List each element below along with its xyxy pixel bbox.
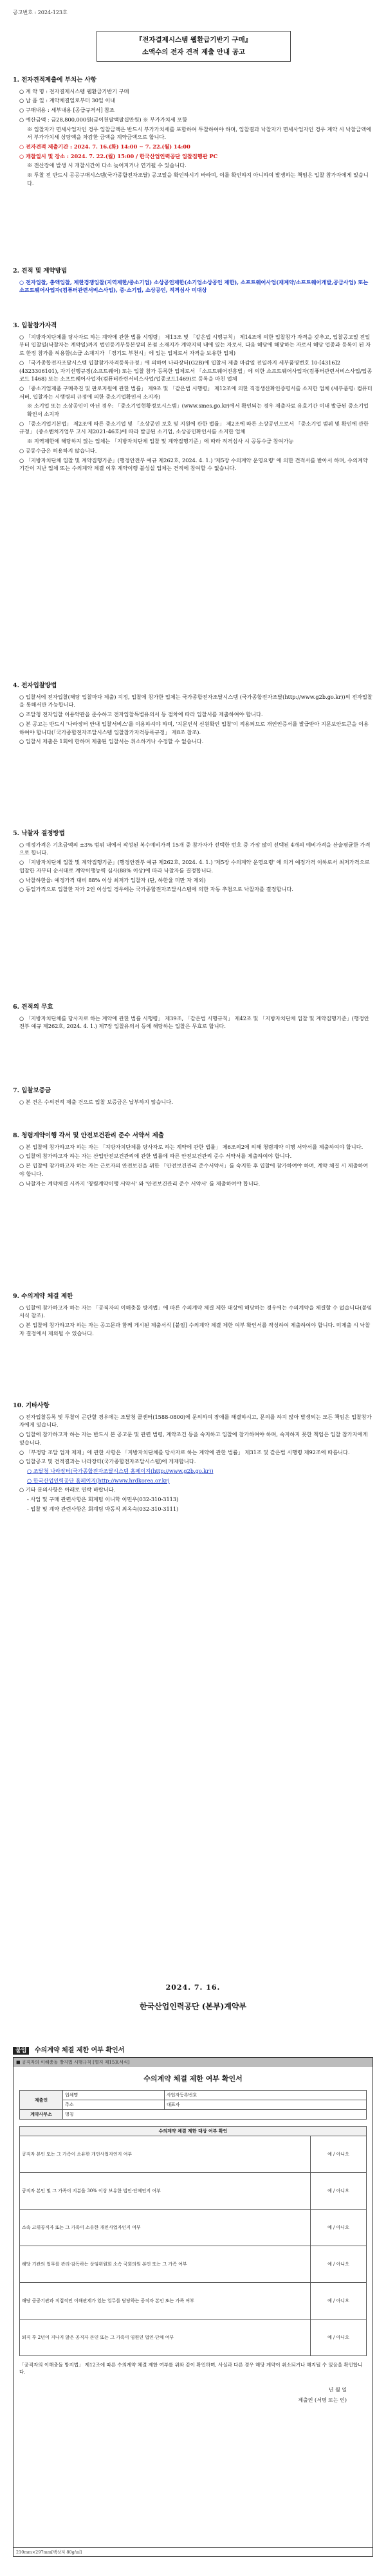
notice-title — [96, 31, 291, 62]
section-4-heading: 4. 전자입찰방법 — [13, 682, 57, 689]
s5-item: ○ 「지방자치단체 입찰 및 계약집행기준」(행정안전부 예규 제262호, 2024. 4. 1.) '제5장 수의계약 운영요령' 에 의거 예정가격 이하로서 최저가격으로 입찰한 자부터 순서대로 계약이행능력 심사(88% 이상)에 따라 낙찰자를 결정합니다. — [19, 859, 370, 874]
table-row — [20, 2127, 367, 2136]
s10-item: ○ 전자입찰등록 및 투찰이 곤란할 경우에는 조달청 콜센터(1588-0800)에 문의하여 장애를 해결하시고, 문의를 하지 않아 발생되는 모든 책임은 입찰참가자에게 있습니다. — [19, 1413, 372, 1428]
signature-block — [14, 2385, 347, 2406]
section-5 — [13, 829, 373, 895]
s8-item: ○ 본 입찰에 참가하고자 하는 자는 「지방자치단체를 당사자로 하는 계약에 관한 법률」 제6조의2에 의해 청렴계약 이행 서약서를 제출하여야 합니다. — [19, 1143, 363, 1150]
representative-field[interactable]: 대표자 — [164, 2100, 366, 2110]
check-item-answer[interactable]: 예 / 아니오 — [311, 2210, 367, 2246]
check-item-text: 공직자 본인 및 그 가족이 지분을 30% 이상 보유한 법인·단체인지 여부 — [20, 2173, 311, 2210]
check-item-text: 해당 공공기관과 직접적인 이해관계가 있는 업무를 담당하는 공직자 본인 또는 가족 여부 — [20, 2283, 311, 2319]
section-10 — [13, 1401, 373, 1514]
s3-note: ※ 소기업 또는 소상공인이 아닌 경우: 「중소기업현황정보시스템」(www.smes.go.kr)에서 확인되는 경우 제출자료 유효기간 이내 발급된 중소기업확인서 소지자 — [27, 402, 369, 418]
check-item-text: 해당 기관의 업무를 관리·감독하는 상임위원회 소속 국회의원 본인 또는 그 가족 여부 — [20, 2246, 311, 2283]
s10-contact: - 사업 및 구매 관련사항은 회계팀 이니학 이민우(032-310-3113) — [27, 1496, 179, 1503]
section-9 — [13, 1292, 373, 1339]
s1-item: ○ 구매내용 : 세부내용 [공급규격서] 참조 — [19, 107, 115, 114]
s1-note: ※ 전산장애 발생 시 개찰시간이 다소 늦어지거나 연기될 수 있습니다. — [27, 162, 187, 169]
section-3-heading: 3. 입찰참가자격 — [13, 322, 57, 329]
section-10-heading: 10. 기타사항 — [13, 1402, 50, 1409]
check-item-answer[interactable]: 예 / 아니오 — [311, 2246, 367, 2283]
s4-item: ○ 입찰서에 전자입찰(해당 입찰마다 제출) 지정, 입찰에 참가한 업체는 국가종합전자조달시스템 (국가종합전자조달(http://www.g2b.go.kr))의 전자입찰을 통해서만 가능합니다. — [19, 693, 372, 708]
agreement-text: 「공직자의 이해충돌 방지법」 제12조에 따른 수의계약 체결 제한 여부를 위와 같이 확인하며, 사실과 다른 경우 해당 계약이 취소되거나 해지될 수 있음을 확인합니다. — [19, 2362, 363, 2375]
table-row — [20, 2246, 367, 2283]
s4-item: ○ 입찰서 제출은 1회에 한하며 제출된 입찰서는 취소하거나 수정할 수 없습니다. — [19, 738, 204, 745]
s3-item: ○ 「지방자치단체를 당사자로 하는 계약에 관한 법률 시행령」 제13조 및 「같은법 시행규칙」 제14조에 의한 입찰참가 자격을 갖추고, 입찰공고일 전일부터 입찰일(낙찰자는 계약일)까지 법인등기부등본상의 본점 소재지가 계약지역 내에 있는 자로서, 다음 해당에 해당하는 자로서 해당 업종과 등록이 된 자로 한정 참가를 허용함(소급 소재지가 「경기도 부천시」에 있는 업체로서 자격을 보유한 업체) — [19, 333, 371, 357]
section-6-heading: 6. 견적의 무효 — [13, 1004, 53, 1011]
section-9-heading: 9. 수의계약 체결 제한 — [13, 1293, 73, 1300]
attachment-tag: 붙임 — [13, 2047, 29, 2055]
section-8-heading: 8. 청렴계약이행 각서 및 안전보건관리 준수 서약서 제출 — [13, 1132, 164, 1139]
section-5-heading: 5. 낙찰자 결정방법 — [13, 830, 65, 837]
s5-item: ○ 낙찰하한율: 예정가격 대비 88% 이상 최저가 입찰자 (단, 하한율 미만 자 제외) — [19, 876, 206, 883]
check-item-answer[interactable]: 예 / 아니오 — [311, 2283, 367, 2319]
s3-item: ○ 「중소기업제품 구매촉진 및 판로지원에 관한 법률」 제9조 및 「같은법 시행령」 제12조에 의한 직접생산확인증명서를 소지한 업체 (세부품명: 컴퓨터서버, 입찰자는 시행령의 규정에 의한 중소기업확인서 소지자) — [19, 384, 372, 400]
check-table — [19, 2126, 367, 2356]
company-name-field[interactable]: 업체명 — [63, 2091, 165, 2100]
s1-bid-period: ○ 전자견적 제출기간 : 2024. 7. 16.(화) 14:00 ~ 7. 22.(월) 14:00 — [19, 143, 190, 150]
table-row — [20, 2100, 367, 2110]
attachment-label: 수의계약 체결 제한 여부 확인서 — [34, 2047, 125, 2054]
g2b-link[interactable]: ○ 조달청 나라장터(국가종합전자조달시스템 홈페이지(http://www.g2b.go.kr)) — [27, 1467, 214, 1474]
check-item-answer[interactable]: 예 / 아니오 — [311, 2319, 367, 2356]
s1-open-date: ○ 개찰일시 및 장소 : 2024. 7. 22.(월) 15:00 / 한국산업인력공단 입찰집행관 PC — [19, 152, 218, 159]
form-law-bar: ■ 공직자의 이해충돌 방지법 시행규칙 [별지 제15호서식] — [14, 2058, 372, 2067]
form-title: 수의계약 체결 제한 여부 확인서 — [143, 2075, 243, 2083]
address-field[interactable]: 주소 — [63, 2100, 165, 2110]
section-2-heading: 2. 견적 및 계약방법 — [13, 267, 68, 275]
check-item-answer[interactable]: 예 / 아니오 — [311, 2173, 367, 2210]
section-7 — [13, 1086, 373, 1107]
notice-title-line1: 『전자결제시스템 웹환급기반기 구매』 — [135, 36, 252, 44]
s6-item: ○ 「지방자치단체를 당사자로 하는 계약에 관한 법률 시행령」 제39조, 「같은법 시행규칙」 제42조 및 「지방자치단체 입찰 및 계약집행기준」(행정안전부 예규 제262호, 2024. 4. 1.) 제7장 입찰유의서 등에 해당하는 입찰은 무효로 합니다. — [19, 1014, 369, 1030]
conflict-check-form — [13, 2057, 373, 2557]
s8-item: ○ 입찰에 참가하고자 하는 자는 산업안전보건관리에 관한 법률에 따른 안전보건관리 준수 서약서를 제출하여야 합니다. — [19, 1153, 292, 1160]
submitter-table — [19, 2090, 367, 2120]
section-1 — [13, 76, 373, 188]
table-row — [20, 2283, 367, 2319]
s1-note: ※ 투찰 전 반드시 공공구매시스템(국가종합전자조달) 공고일을 확인하시기 바라며, 이를 확인하지 아니하여 발생하는 책임은 입찰 참가자에게 있습니다. — [27, 172, 369, 186]
s3-item: ○ 「국가종합전자조달시스템 입찰참가자격등록규정」에 의하여 나라장터(G2B)에 입찰서 제출 마감일 전일까지 세부품명번호 10-[4316]2 (4323306101), 자기선행규정(소프트웨어) 또는 입찰 참가 등록한 업체로서 「소프트웨어진흥법」에 의한 소프트웨어사업자(컴퓨터관련서비스사업/업종코드 1468) 또는 소프트웨어사업자(컴퓨터관련서비스사업/업종코드1469)로 등록을 마친 업체 — [19, 359, 372, 383]
s4-item: ○ 본 공고는 반드시 '나라장터 안내 입찰서비스'를 이용하셔야 하며, '지문인식 신원확인 입찰'이 적용되므로 개인인증서를 발급받아 지문보안토큰을 이용하여야 합니다(「국가종합전자조달시스템 입찰참가자격등록규정」 제8조 참조). — [19, 720, 369, 735]
check-item-text: 소속 고위공직자 또는 그 가족이 소유한 개인사업자인지 여부 — [20, 2210, 311, 2246]
submitter-label: 제출인 — [20, 2091, 63, 2110]
table-row — [20, 2136, 367, 2173]
s3-item: ○ 「지방자치단체 입찰 및 계약집행기준」(행정안전부 예규 제262호, 2024. 4. 1.) '제5장 수의계약 운영요령' 에 의한 견적서를 받아서 하며, 수의계약 기간이 지난 업체 또는 수의계약 체결 이후 계약이행 불성실 업체는 견적에 참여할 수 없습니다. — [19, 456, 368, 472]
s9-item: ○ 본 입찰에 참가하고자 하는 자는 공고문과 함께 게시된 제출서식 [붙임] 수의계약 체결 제한 여부 확인서를 작성하여 제출하여야 합니다. 미제출 시 낙찰자 결정에서 제외될 수 있습니다. — [19, 1322, 371, 1337]
s1-note: ※ 입찰자가 면세사업자인 경우 입찰금액은 반드시 부가가치세를 포함하여 투찰하여야 하며, 입찰결과 낙찰자가 면세사업자인 경우 계약 시 낙찰금액에서 부가가치세 상당액을 차감한 금액을 계약금액으로 합니다. — [27, 125, 371, 141]
s10-item: ○ 기타 문의사항은 아래로 연락 바랍니다. — [19, 1486, 116, 1493]
table-row — [20, 2110, 367, 2120]
table-row — [20, 2319, 367, 2356]
s1-item: ○ 계 약 명 : 전자결제시스템 웹환급기반기 구매 — [19, 87, 129, 95]
section-2 — [13, 267, 373, 296]
notice-title-line2: 소액수의 전자 견적 제출 안내 공고 — [142, 48, 246, 56]
s3-note: ※ 지역제한에 해당하지 않는 업체는 「지방자치단체 입찰 및 계약집행기준」에 따라 적격심사 시 공동수급 참여가능 — [27, 438, 294, 445]
s10-item: ○ 「부정당 조달 업자 제재」에 관한 사항은 「지방자치단체를 당사자로 하는 계약에 관한 법률」 제31조 및 같은법 시행령 제92조에 따릅니다. — [19, 1448, 350, 1455]
check-item-text: 공직자 본인 또는 그 가족이 소유한 개인사업자인지 여부 — [20, 2136, 311, 2173]
s8-item: ○ 본 입찰에 참가하고자 하는 자는 근로자의 안전보건을 위한 「안전보건관리 준수서약서」를 숙지한 후 입찰에 참가하여야 하며, 계약 체결 시 제출하여야 합니다. — [19, 1162, 369, 1177]
s10-item: ○ 입찰공고 및 견적결과는 나라장터(국가종합전자조달시스템)에 게재합니다. — [19, 1458, 196, 1465]
notice-date: 2024. 7. 16. — [165, 1983, 221, 1992]
signature-date: 년 월 일 — [328, 2386, 347, 2393]
s10-item: ○ 입찰에 참가하고자 하는 자는 반드시 본 공고문 및 관련 법령, 계약조건 등을 숙지하고 입찰에 참가하여야 하며, 숙지하지 못한 책임은 입찰 참가자에게 있습니다. — [19, 1431, 368, 1446]
table-row — [20, 2173, 367, 2210]
business-number-field[interactable]: 사업자등록번호 — [164, 2091, 366, 2100]
office-name-field[interactable]: 명칭 — [63, 2110, 367, 2120]
s7-body: ○ 본 건은 수의견적 제출 건으로 입찰 보증금은 납부하지 않습니다. — [19, 1098, 173, 1105]
s10-contact: - 입찰 및 계약 관련사항은 회계팀 박동식 최옥숙(032-310-3111) — [27, 1505, 179, 1512]
section-3 — [13, 321, 373, 474]
section-4 — [13, 681, 373, 747]
check-table-header: 수의계약 체결 제한 대상 여부 확인 — [20, 2127, 367, 2136]
table-row — [20, 2091, 367, 2100]
agency-name: 한국산업인력공단 (본부)계약부 — [139, 2002, 247, 2011]
signature-name[interactable]: 제출인 (서명 또는 인) — [298, 2397, 347, 2403]
s5-item: ○ 예정가격은 기초금액의 ±3% 범위 내에서 작성된 복수예비가격 15개 중 참가자가 선택한 번호 중 가장 많이 선택된 4개의 예비가격을 산술평균한 가격으로 합니다. — [19, 841, 371, 856]
s1-item: ○ 납 품 일 : 계약체결일로부터 30일 이내 — [19, 97, 116, 104]
s1-item: ○ 예산금액 : 금28,800,000원(금이천팔백팔십만원) ※ 부가가치세 포함 — [19, 116, 187, 123]
check-item-answer[interactable]: 예 / 아니오 — [311, 2136, 367, 2173]
s4-item: ○ 조달청 전자입찰 이용약관을 준수하고 전자입찰특별유의서 등 절차에 따라 입찰서를 제출하여야 합니다. — [19, 711, 263, 718]
contract-office-label: 계약사무소 — [20, 2110, 63, 2120]
s3-item: ○ 「중소기업기본법」 제2조에 따른 중소기업 및 「소상공인 보호 및 지원에 관한 법률」 제2조에 따른 소상공인으로서 「중소기업 범위 및 확인에 관한 규정」 (중소벤처기업부 고시 제2021-46호)에 따라 발급된 소기업, 소상공인확인서를 소지한 업체 — [19, 420, 369, 435]
attachment-heading — [13, 2044, 124, 2054]
section-6 — [13, 1003, 373, 1032]
notice-number: 공고번호 : 2024-123호 — [13, 10, 68, 15]
s3-item: ○ 공동수급은 허용하지 않습니다. — [19, 447, 97, 454]
section-1-heading: 1. 전자견적제출에 부치는 사항 — [13, 77, 96, 84]
check-item-text: 퇴직 후 2년이 지나지 않은 공직자 본인 또는 그 가족이 임원인 법인·단체 여부 — [20, 2319, 311, 2356]
hrdkorea-link[interactable]: ○ 한국산업인력공단 홈페이지(http://www.hrdkorea.or.kr) — [27, 1477, 170, 1484]
form-footer: 210mm×297mm[백상지 80g/㎡] — [14, 2547, 372, 2556]
s5-item: ○ 동일가격으로 입찰한 자가 2인 이상일 경우에는 국가종합전자조달시스템에 의한 자동 추첨으로 낙찰자를 결정합니다. — [19, 886, 293, 893]
section-7-heading: 7. 입찰보증금 — [13, 1087, 51, 1094]
s2-body: ○ 전자입찰, 총액입찰, 제한경쟁입찰(지역제한/중소기업) 소상공인제한(소기업소상공인 제한), 소프트웨어사업(재계약/소프트웨어개발,공급사업) 또는 소프트웨어사업자(컴퓨터관련서비스사업), 중·소기업, 소상공인, 적격심사 미대상 — [19, 278, 369, 294]
table-row — [20, 2210, 367, 2246]
s8-item: ○ 낙찰자는 계약체결 시까지 '청렴계약이행 서약서' 와 '안전보건관리 준수 서약서' 를 제출하여야 합니다. — [19, 1180, 261, 1187]
s9-item: ○ 입찰에 참가하고자 하는 자는 「공직자의 이해충돌 방지법」에 따른 수의계약 체결 제한 대상에 해당하는 경우에는 수의계약을 체결할 수 없습니다(붙임 서식 참조). — [19, 1304, 372, 1319]
section-8 — [13, 1131, 373, 1189]
